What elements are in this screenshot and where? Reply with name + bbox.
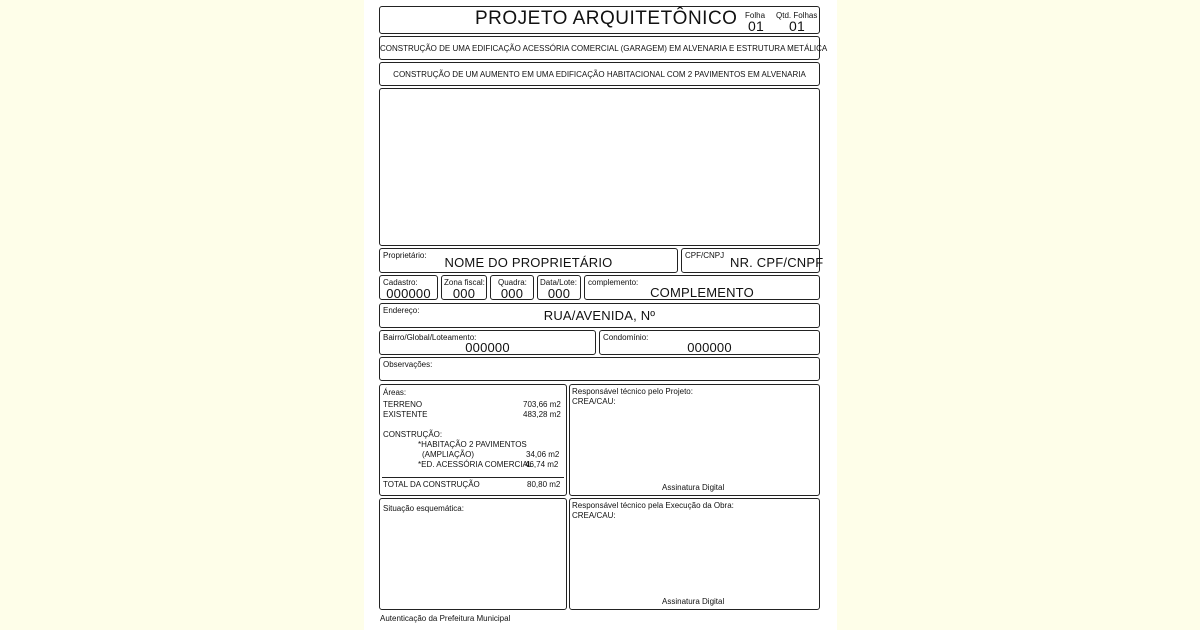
resp-execucao-signature: Assinatura Digital	[662, 597, 725, 606]
bairro-box	[379, 330, 596, 355]
resp-execucao-crea: CREA/CAU:	[572, 511, 616, 520]
ed-acessoria-label: *ED. ACESSÓRIA COMERCIAL	[418, 460, 533, 469]
total-value: 80,80 m2	[527, 480, 561, 489]
description-1: CONSTRUÇÃO DE UMA EDIFICAÇÃO ACESSÓRIA COMERCIAL (GARAGEM) EM ALVENARIA E ESTRUTURA METÁLICA	[380, 44, 828, 53]
title-block-sheet	[364, 0, 837, 630]
drawing-area	[379, 88, 820, 246]
habitacao-sub: (AMPLIAÇÃO)	[422, 450, 475, 459]
lote-box	[537, 275, 581, 300]
resp-projeto-label: Responsável técnico pelo Projeto:	[572, 387, 693, 396]
resp-projeto-signature: Assinatura Digital	[662, 483, 725, 492]
description-box-2	[379, 62, 820, 86]
total-divider	[382, 477, 564, 478]
complemento-label: complemento:	[588, 278, 639, 287]
zona-box	[441, 275, 487, 300]
condominio-value: 000000	[687, 340, 732, 355]
existente-label: EXISTENTE	[383, 410, 428, 419]
total-sheets-label: Qtd. Folhas	[776, 11, 818, 20]
condominio-box	[599, 330, 820, 355]
sheet-value: 01	[748, 18, 764, 34]
terreno-label: TERRENO	[383, 400, 423, 409]
endereco-label: Endereço:	[383, 306, 420, 315]
lote-value: 000	[547, 286, 571, 301]
terreno-value: 703,66 m2	[523, 400, 561, 409]
quadra-box	[490, 275, 534, 300]
construcao-label: CONSTRUÇÃO:	[383, 430, 443, 439]
total-sheets-value: 01	[789, 18, 805, 34]
zona-label: Zona fiscal:	[444, 278, 485, 287]
ed-acessoria-value: 46,74 m2	[525, 460, 559, 469]
footer-authentication: Autenticação da Prefeitura Municipal	[380, 614, 511, 623]
endereco-value: RUA/AVENIDA, Nº	[543, 308, 656, 323]
complemento-box	[584, 275, 820, 300]
quadra-label: Quadra:	[498, 278, 527, 287]
endereco-box	[379, 303, 820, 328]
observacoes-label: Observações:	[383, 360, 433, 369]
resp-projeto-crea: CREA/CAU:	[572, 397, 616, 406]
bairro-label: Bairro/Global/Loteamento:	[383, 333, 477, 342]
situacao-box	[379, 498, 567, 610]
lote-label: Data/Lote:	[540, 278, 577, 287]
owner-value: NOME DO PROPRIETÁRIO	[444, 255, 613, 270]
resp-projeto-box	[569, 384, 820, 496]
owner-label: Proprietário:	[383, 251, 427, 260]
sheet-label: Folha	[745, 11, 766, 20]
situacao-label: Situação esquemática:	[383, 504, 464, 513]
condominio-label: Condomínio:	[603, 333, 649, 342]
quadra-value: 000	[500, 286, 524, 301]
habitacao-value: 34,06 m2	[526, 450, 560, 459]
project-title: PROJETO ARQUITETÔNICO	[475, 8, 738, 29]
resp-execucao-box	[569, 498, 820, 610]
total-label: TOTAL DA CONSTRUÇÃO	[383, 480, 480, 489]
areas-label: Áreas:	[383, 388, 407, 397]
description-box-1	[379, 36, 828, 60]
owner-box	[379, 248, 678, 273]
observacoes-box	[379, 357, 820, 381]
description-2: CONSTRUÇÃO DE UM AUMENTO EM UMA EDIFICAÇÃO HABITACIONAL COM 2 PAVIMENTOS EM ALVENARIA	[393, 70, 806, 79]
cadastro-label: Cadastro:	[383, 278, 418, 287]
resp-execucao-label: Responsável técnico pela Execução da Obra:	[572, 501, 734, 510]
cpf-label: CPF/CNPJ	[685, 251, 725, 260]
existente-value: 483,28 m2	[523, 410, 561, 419]
cpf-box	[681, 248, 824, 273]
cpf-value: NR. CPF/CNPF	[730, 255, 824, 270]
header-box	[379, 6, 820, 34]
cadastro-value: 000000	[386, 286, 431, 301]
bairro-value: 000000	[465, 340, 510, 355]
cadastro-box	[379, 275, 438, 300]
areas-box	[379, 384, 567, 496]
complemento-value: COMPLEMENTO	[650, 285, 754, 300]
habitacao-label: *HABITAÇÃO 2 PAVIMENTOS	[418, 440, 527, 449]
zona-value: 000	[452, 286, 476, 301]
